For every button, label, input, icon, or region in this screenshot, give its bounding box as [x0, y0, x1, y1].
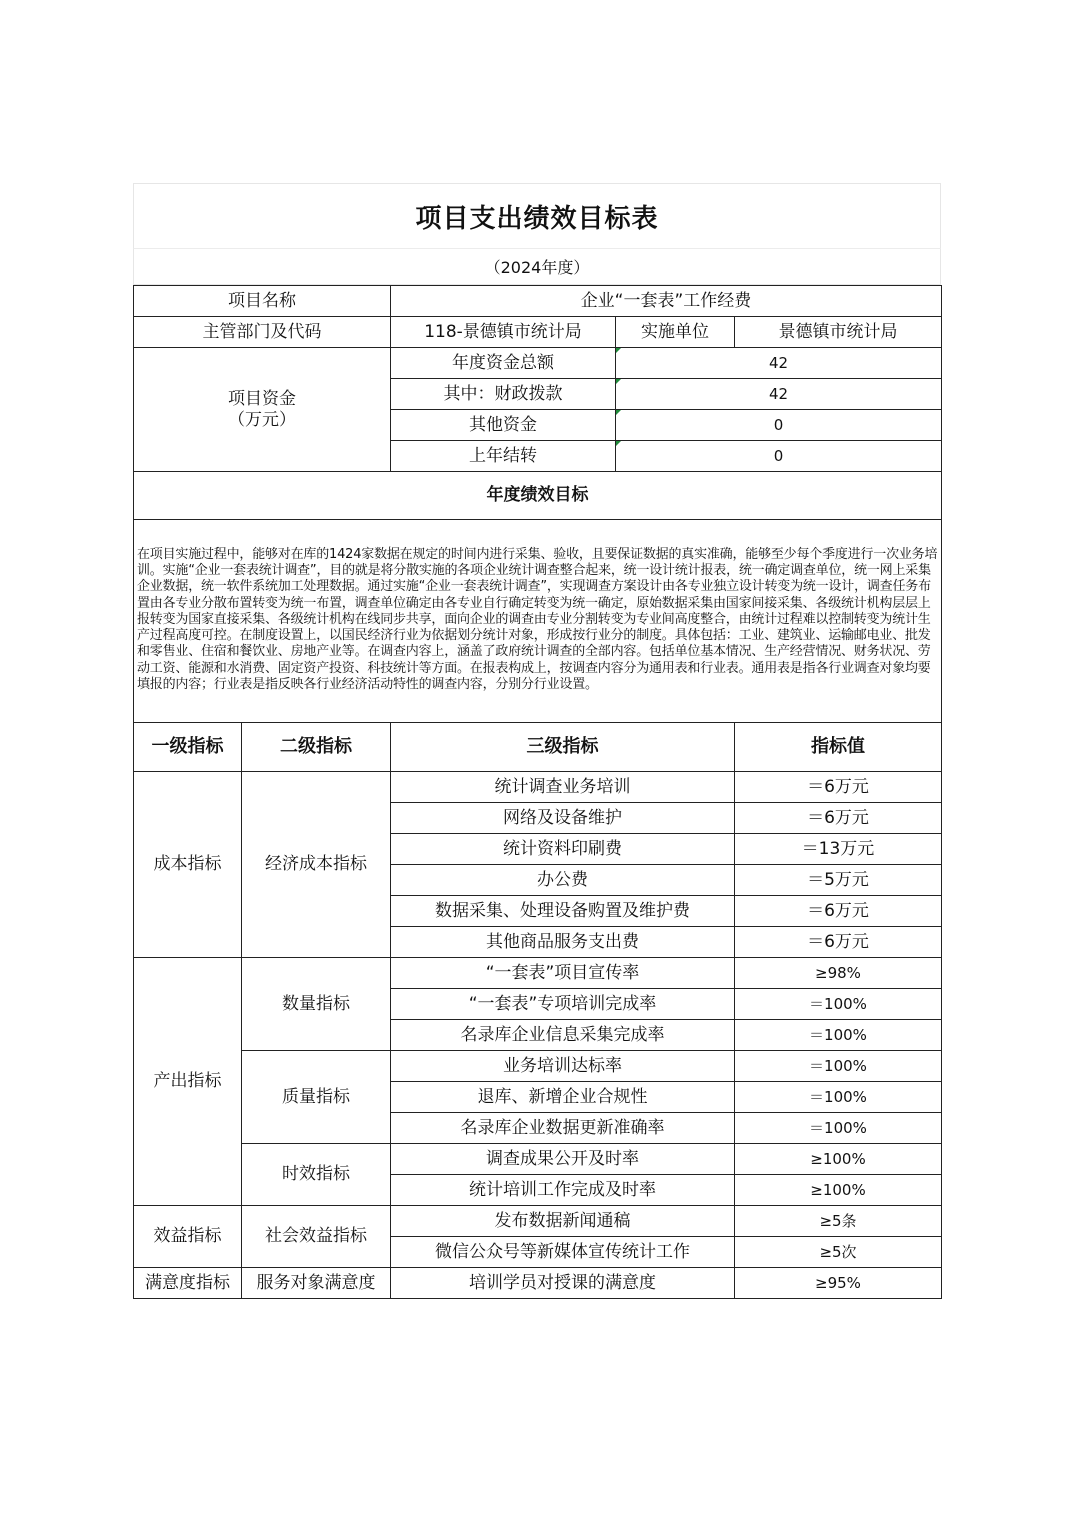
indicator-header-row	[134, 723, 942, 772]
project-name-row	[134, 286, 942, 317]
goal-heading-row	[134, 472, 942, 520]
table-row	[134, 1268, 942, 1299]
table-row	[134, 1206, 942, 1237]
implementing-unit-value: 景德镇市统计局	[735, 317, 942, 348]
indicator-name: 网络及设备维护	[391, 803, 735, 834]
indicator-name: 办公费	[391, 865, 735, 896]
page-title: 项目支出绩效目标表	[133, 183, 941, 248]
indicator-name: 统计调查业务培训	[391, 772, 735, 803]
funds-label-line1: 项目资金	[228, 389, 296, 410]
indicator-table	[133, 722, 942, 1299]
goal-heading: 年度绩效目标	[134, 472, 942, 520]
indicator-value: ＝100%	[735, 1082, 942, 1113]
level2-timeliness: 时效指标	[242, 1144, 391, 1206]
indicator-name: 发布数据新闻通稿	[391, 1206, 735, 1237]
level2-economic-cost: 经济成本指标	[242, 772, 391, 958]
indicator-name: 微信公众号等新媒体宣传统计工作	[391, 1237, 735, 1268]
header-level1: 一级指标	[134, 723, 242, 772]
header-level3: 三级指标	[391, 723, 735, 772]
indicator-value: ≥95%	[735, 1268, 942, 1299]
department-value: 118-景德镇市统计局	[391, 317, 616, 348]
level1-output: 产出指标	[134, 958, 242, 1206]
project-name-value: 企业“一套表”工作经费	[391, 286, 942, 317]
goal-text-row	[134, 520, 942, 723]
indicator-name: 数据采集、处理设备购置及维护费	[391, 896, 735, 927]
indicator-name: 名录库企业数据更新准确率	[391, 1113, 735, 1144]
indicator-value: ＝13万元	[735, 834, 942, 865]
funds-item-label: 年度资金总额	[391, 348, 616, 379]
indicator-name: 其他商品服务支出费	[391, 927, 735, 958]
level1-benefit: 效益指标	[134, 1206, 242, 1268]
project-name-label: 项目名称	[134, 286, 391, 317]
indicator-name: “一套表”项目宣传率	[391, 958, 735, 989]
indicator-name: 培训学员对授课的满意度	[391, 1268, 735, 1299]
indicator-value: ≥5次	[735, 1237, 942, 1268]
funds-item-value: 42	[616, 379, 942, 410]
indicator-value: ＝6万元	[735, 803, 942, 834]
indicator-value: ≥100%	[735, 1175, 942, 1206]
level2-quantity: 数量指标	[242, 958, 391, 1051]
indicator-name: 统计资料印刷费	[391, 834, 735, 865]
goal-text: 在项目实施过程中，能够对在库的1424家数据在规定的时间内进行采集、验收，且要保证数据的真实准确，能够至少每个季度进行一次业务培训。实施“企业一套表统计调查”，目的就是将分散实施的各项企业统计调查整合起来，统一设计统计报表，统一确定调查单位，统一网上采集企业数据，统一软件系统加工处理数据。通过实施“企业一套表统计调查”，实现调查方案设计由各专业独立设计转变为统一设计，调查任务布置由各专业分散布置转变为统一布置，调查单位确定由各专业自行确定转变为统一确定，原始数据采集由国家间接采集、各级统计机构层层上报转变为国家直接采集、各级统计机构在线同步共享，面向企业的调查由专业分割转变为专业间高度整合，由统计过程难以控制转变为统计生产过程高度可控。在制度设置上，以国民经济行业为依据划分统计对象，形成按行业分的制度。具体包括：工业、建筑业、运输邮电业、批发和零售业、住宿和餐饮业、房地产业等。在调查内容上，涵盖了政府统计调查的全部内容。包括单位基本情况、生产经营情况、财务状况、劳动工资、能源和水消费、固定资产投资、科技统计等方面。在报表构成上，按调查内容分为通用表和行业表。通用表是指各行业调查对象均要填报的内容；行业表是指反映各行业经济活动特性的调查内容，分别分行业设置。	[134, 520, 942, 723]
funds-row	[134, 348, 942, 379]
funds-item-label: 其中：财政拨款	[391, 379, 616, 410]
indicator-value: ＝100%	[735, 1113, 942, 1144]
level1-cost: 成本指标	[134, 772, 242, 958]
indicator-name: “一套表”专项培训完成率	[391, 989, 735, 1020]
indicator-value: ＝6万元	[735, 927, 942, 958]
department-label: 主管部门及代码	[134, 317, 391, 348]
header-value: 指标值	[735, 723, 942, 772]
indicator-value: ＝6万元	[735, 772, 942, 803]
level1-satisfaction: 满意度指标	[134, 1268, 242, 1299]
funds-item-value: 0	[616, 410, 942, 441]
project-info-table	[133, 285, 942, 723]
indicator-name: 调查成果公开及时率	[391, 1144, 735, 1175]
indicator-value: ＝5万元	[735, 865, 942, 896]
implementing-unit-label: 实施单位	[616, 317, 735, 348]
indicator-name: 业务培训达标率	[391, 1051, 735, 1082]
indicator-value: ＝100%	[735, 1020, 942, 1051]
table-row	[134, 772, 942, 803]
funds-item-label: 上年结转	[391, 441, 616, 472]
table-row	[134, 1144, 942, 1175]
level2-service-satisfaction: 服务对象满意度	[242, 1268, 391, 1299]
indicator-value: ≥5条	[735, 1206, 942, 1237]
performance-target-sheet	[133, 183, 941, 1299]
year-label: （2024年度）	[133, 248, 941, 285]
level2-social-benefit: 社会效益指标	[242, 1206, 391, 1268]
level2-quality: 质量指标	[242, 1051, 391, 1144]
indicator-name: 统计培训工作完成及时率	[391, 1175, 735, 1206]
indicator-value: ＝100%	[735, 989, 942, 1020]
table-row	[134, 958, 942, 989]
header-level2: 二级指标	[242, 723, 391, 772]
indicator-name: 退库、新增企业合规性	[391, 1082, 735, 1113]
funds-label-line2: （万元）	[228, 409, 296, 430]
indicator-value: ≥98%	[735, 958, 942, 989]
indicator-value: ＝6万元	[735, 896, 942, 927]
table-row	[134, 1051, 942, 1082]
funds-item-label: 其他资金	[391, 410, 616, 441]
indicator-value: ≥100%	[735, 1144, 942, 1175]
department-row	[134, 317, 942, 348]
indicator-name: 名录库企业信息采集完成率	[391, 1020, 735, 1051]
funds-item-value: 42	[616, 348, 942, 379]
funds-label	[134, 348, 391, 472]
funds-item-value: 0	[616, 441, 942, 472]
indicator-value: ＝100%	[735, 1051, 942, 1082]
